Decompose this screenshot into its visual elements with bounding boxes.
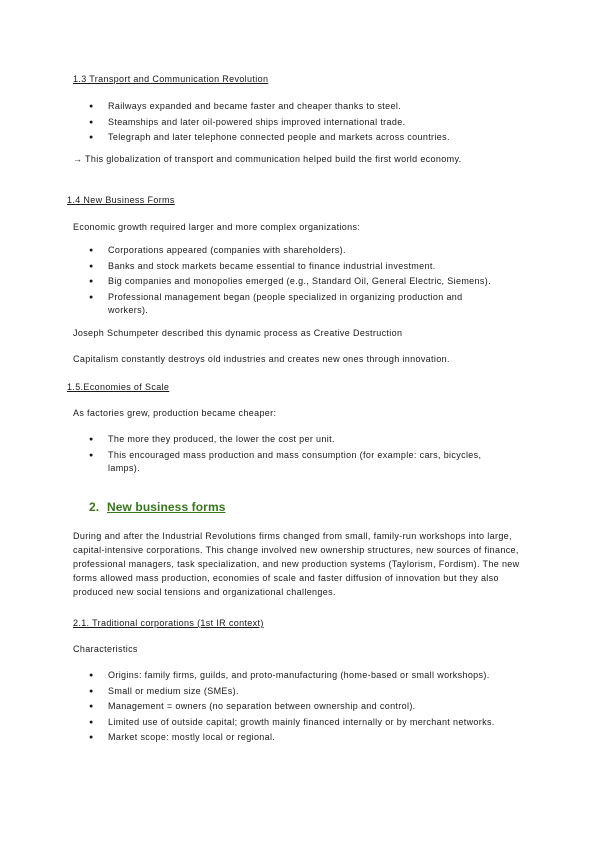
section-1-4-heading: 1.4 New Business Forms xyxy=(67,195,175,205)
section-2-1-bullet-list xyxy=(89,669,539,747)
list-item: ● Telegraph and later telephone connected people and markets across countries. xyxy=(89,131,529,144)
list-item: ● Limited use of outside capital; growth mainly financed internally or by merchant networks. xyxy=(89,716,539,729)
capitalism-note: Capitalism constantly destroys old industries and creates new ones through innovation. xyxy=(73,354,450,364)
list-item: ● The more they produced, the lower the cost per unit. xyxy=(89,433,514,446)
section-1-5-heading: 1.5.Economies of Scale xyxy=(67,382,170,392)
list-item: ● Banks and stock markets became essential to finance industrial investment. xyxy=(89,260,534,273)
section-2-1-heading: 2.1. Traditional corporations (1st IR context) xyxy=(73,618,264,628)
list-item: ● Big companies and monopolies emerged (e.g., Standard Oil, General Electric, Siemens). xyxy=(89,275,534,288)
list-item: ● Corporations appeared (companies with shareholders). xyxy=(89,244,534,257)
characteristics-label: Characteristics xyxy=(73,644,138,654)
list-item: ● Market scope: mostly local or regional. xyxy=(89,731,539,744)
section-1-4-intro: Economic growth required larger and more complex organizations: xyxy=(73,222,361,232)
section-1-3-heading: 1.3 Transport and Communication Revolution xyxy=(73,74,269,84)
schumpeter-note: Joseph Schumpeter described this dynamic process as Creative Destruction xyxy=(73,328,403,338)
section-2-heading xyxy=(89,500,226,514)
section-1-3-conclusion: → This globalization of transport and communication helped build the first world economy. xyxy=(73,154,462,164)
section-2-number: 2. xyxy=(89,500,100,514)
list-item: ● Small or medium size (SMEs). xyxy=(89,685,539,698)
section-1-5-bullet-list xyxy=(89,433,514,477)
list-item: ● This encouraged mass production and mass consumption (for example: cars, bicycles, lamps). xyxy=(89,449,514,475)
section-1-5-intro: As factories grew, production became cheaper: xyxy=(73,408,277,418)
section-2-title: New business forms xyxy=(107,500,226,514)
list-item: ● Railways expanded and became faster and cheaper thanks to steel. xyxy=(89,100,529,113)
section-1-4-bullet-list xyxy=(89,244,534,319)
list-item: ● Professional management began (people specialized in organizing production and workers). xyxy=(89,291,483,317)
section-1-3-bullet-list xyxy=(89,100,529,147)
list-item: ● Management = owners (no separation between ownership and control). xyxy=(89,700,539,713)
list-item: ● Steamships and later oil-powered ships improved international trade. xyxy=(89,116,529,129)
section-2-paragraph: During and after the Industrial Revolutions firms changed from small, family-run workshops into large, capital-intensive corporations. This change involved new ownership structures, new sources of finance, professional managers, task specialization, and new production systems (Taylorism, Fordism). The new forms allowed mass production, economies of scale and faster diffusion of innovation but they also produced new social tensions and organizational challenges. xyxy=(73,531,520,597)
list-item: ● Origins: family firms, guilds, and proto-manufacturing (home-based or small workshops). xyxy=(89,669,539,682)
